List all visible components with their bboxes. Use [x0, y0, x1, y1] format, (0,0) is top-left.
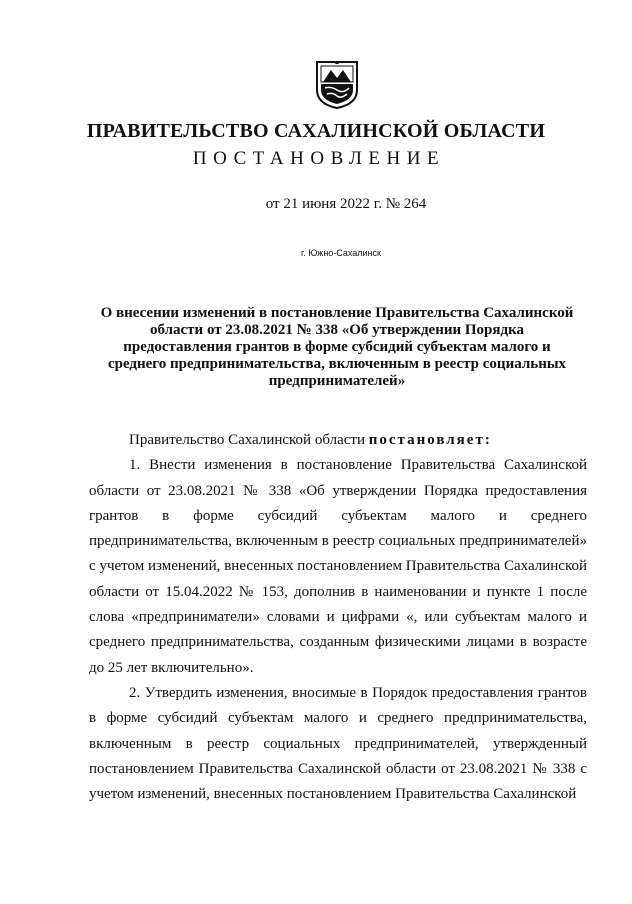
document-type-heading: ПОСТАНОВЛЕНИЕ [192, 148, 446, 169]
item-2-paragraph: 2. Утвердить изменения, вносимые в Порядок предоставления грантов в форме субсидий субъектам малого и среднего предпринимательства, включенным в реестр социальных предпринимателей, утвержденный постановлением Правительства Сахалинской области от 23.08.2021 № 338 с учетом изменений, внесенных постановлением Правительства Сахалинской [89, 684, 587, 803]
document-city: г. Южно-Сахалинск [301, 248, 381, 258]
intro-text: Правительство Сахалинской области [129, 432, 369, 448]
document-body [89, 428, 587, 807]
sakhalin-coat-of-arms-icon [315, 60, 359, 110]
document-date-number: от 21 июня 2022 г. № 264 [265, 196, 427, 212]
government-title: ПРАВИТЕЛЬСТВО САХАЛИНСКОЙ ОБЛАСТИ [86, 120, 546, 142]
item-1-paragraph: 1. Внести изменения в постановление Правительства Сахалинской области от 23.08.2021 № 338 «Об утверждении Порядка предоставления грантов в форме субсидий субъектам малого и среднего предпринимательства, включенным в реестр социальных предпринимателей» с учетом изменений, внесенных постановлением Правительства Сахалинской области от 15.04.2022 № 153, дополнив в наименовании и пункте 1 после слова «предприниматели» словами и цифрами «, или субъектам малого и среднего предпринимательства, созданным физическими лицами в возрасте до 25 лет включительно». [89, 457, 587, 676]
document-subject: О внесении изменений в постановление Правительства Сахалинской области от 23.08.2021 № 338 «Об утверждении Порядка предоставления грантов в форме субсидий субъектам малого и среднего предпринимательства, включенным в реестр социальных предпринимателей» [100, 305, 574, 389]
intro-verb: постановляет: [368, 432, 492, 448]
intro-paragraph [89, 428, 587, 453]
